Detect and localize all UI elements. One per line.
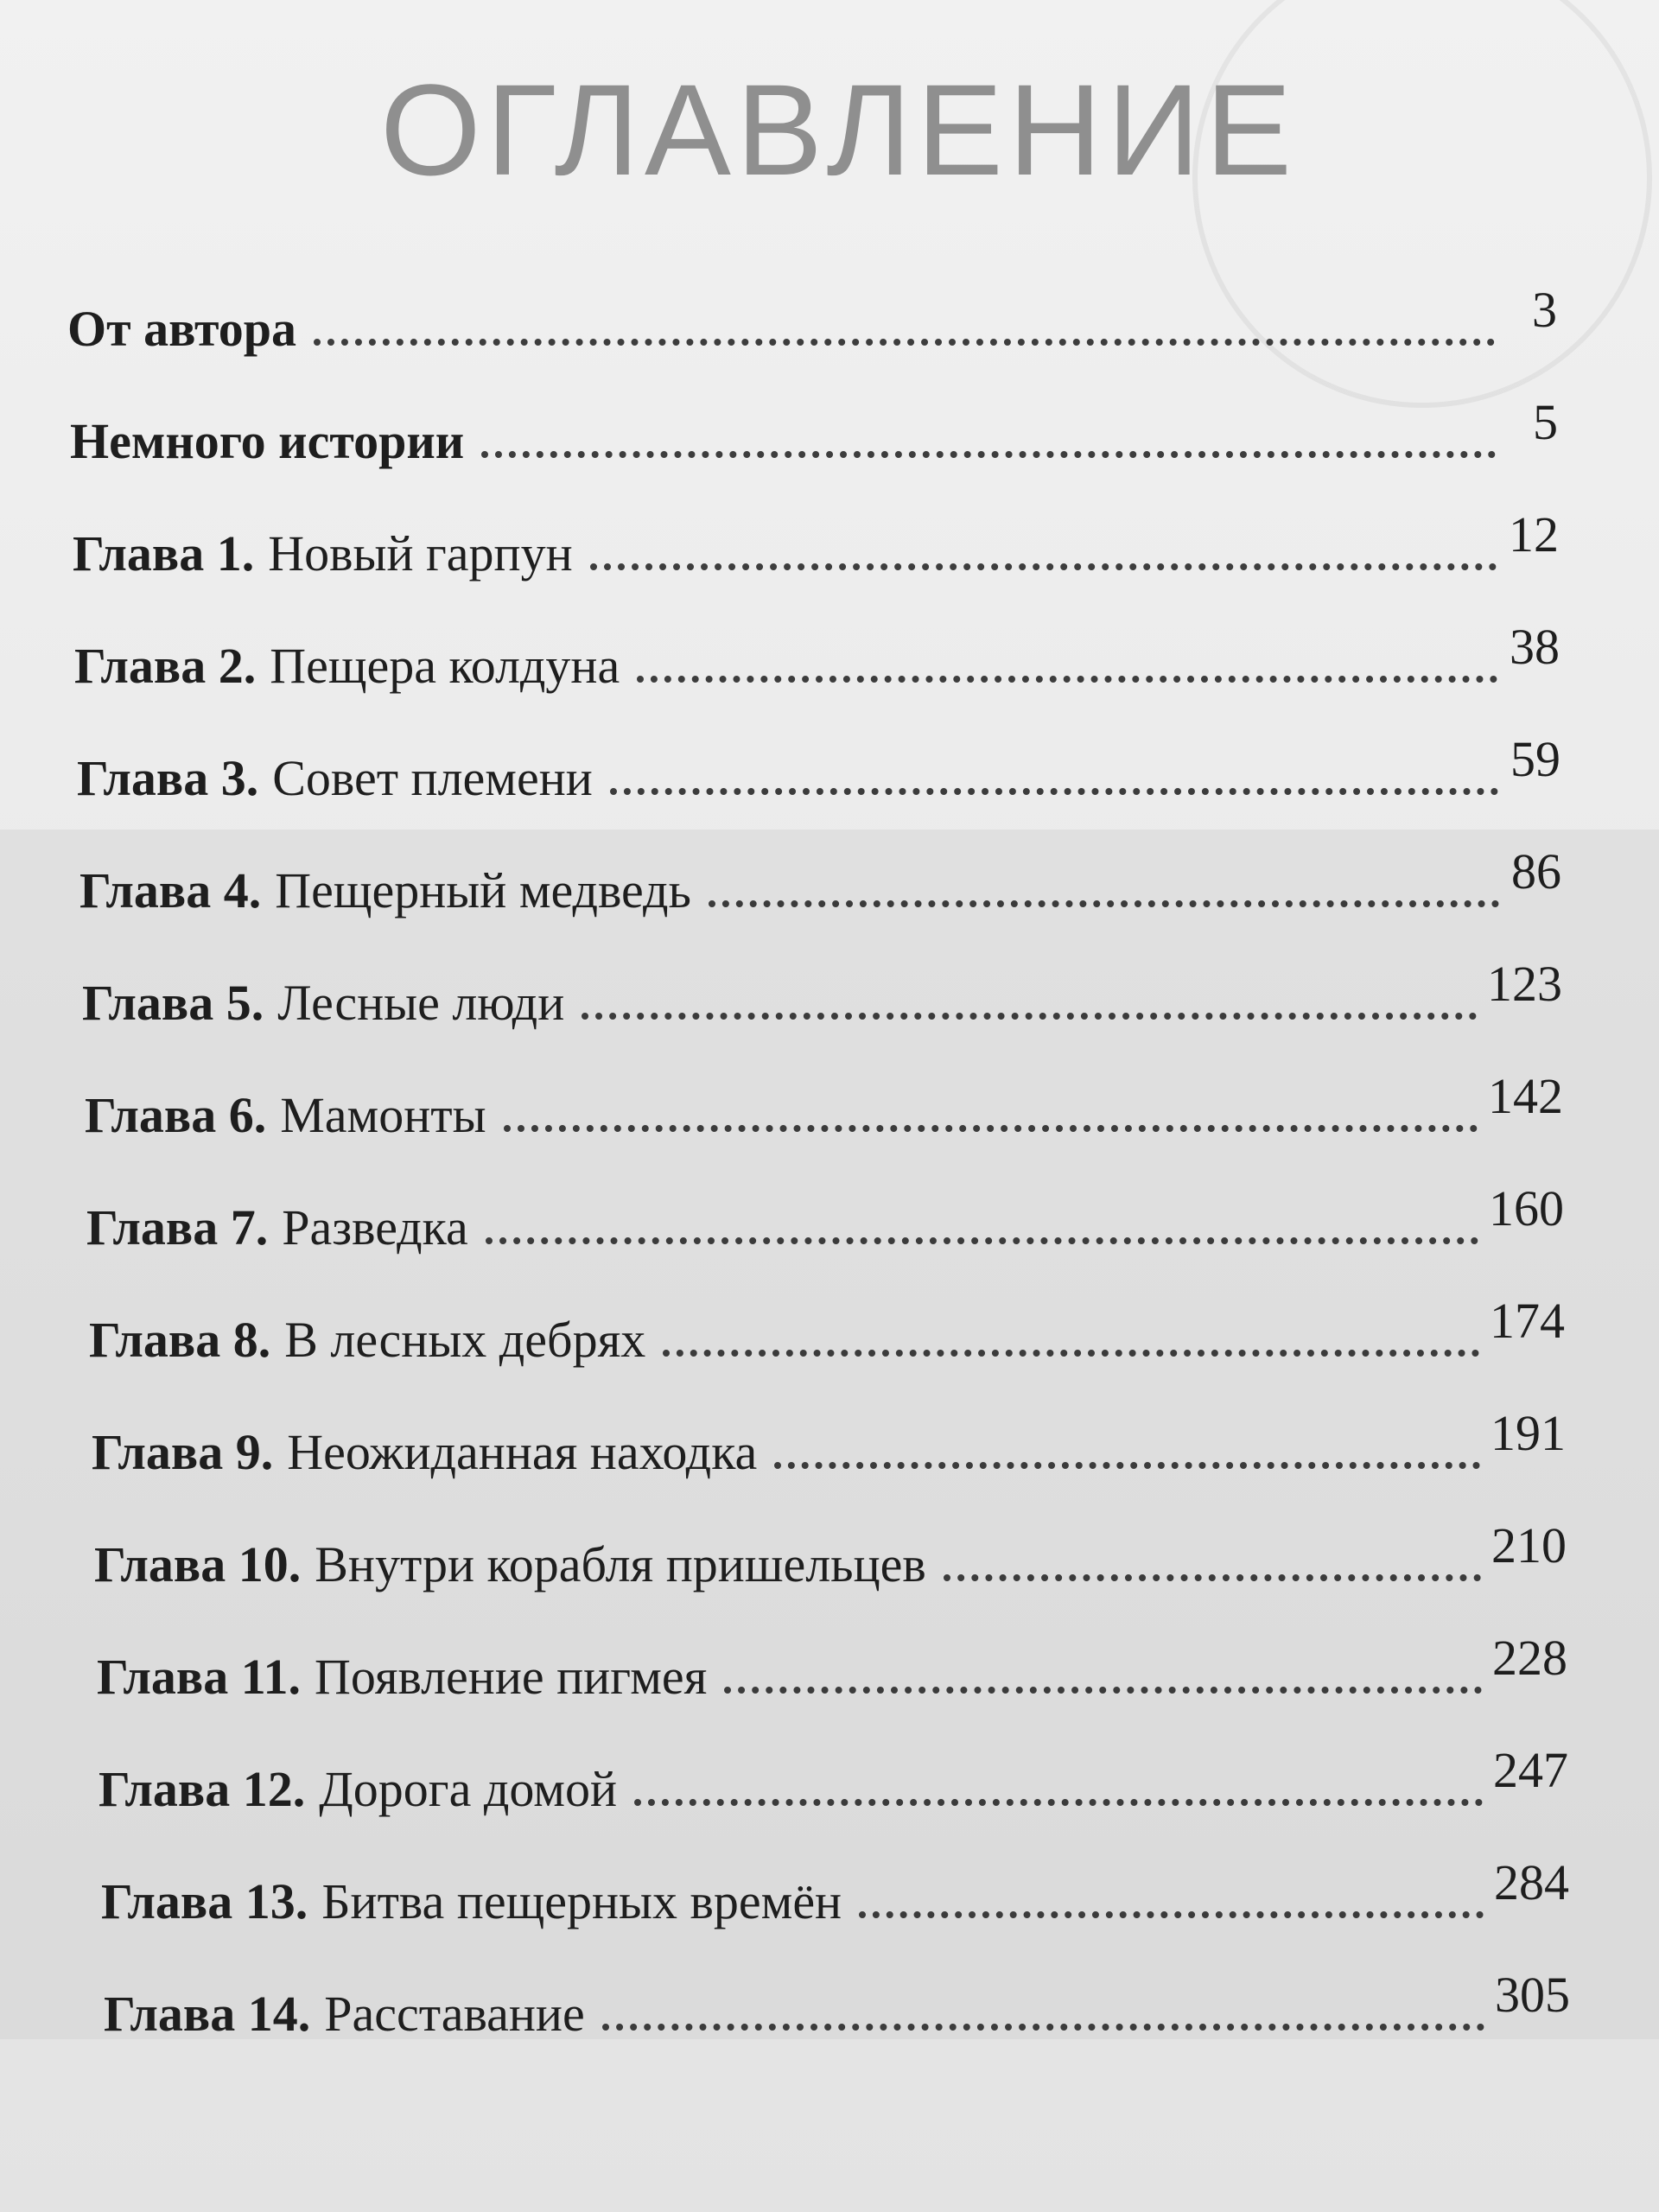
toc-entry-page-number: 191 [1491, 1405, 1566, 1461]
toc-entry [99, 1742, 1568, 1817]
toc-leader-dots [610, 788, 1498, 795]
toc-leader-dots [774, 1462, 1480, 1469]
toc-entry-page-number: 12 [1509, 506, 1559, 563]
toc-entry-label: Глава 8. [89, 1312, 271, 1368]
toc-entry-label: Глава 2. [74, 638, 257, 694]
toc-entry-title: Пещера колдуна [270, 638, 620, 694]
toc-leader-dots [486, 1237, 1478, 1244]
toc-entry-page-number: 5 [1533, 394, 1558, 450]
toc-entry-page-number: 305 [1495, 1967, 1570, 2023]
toc-entry-title: Совет племени [272, 750, 593, 806]
toc-entry-page-number: 142 [1488, 1068, 1563, 1124]
toc-entry-page-number: 123 [1487, 956, 1562, 1012]
toc-entry [73, 506, 1559, 582]
toc-entry [67, 282, 1557, 357]
toc-entry [70, 394, 1558, 469]
toc-entry-page-number: 38 [1510, 619, 1560, 675]
toc-entry-label: Глава 3. [77, 750, 259, 806]
toc-entry [104, 1967, 1570, 2042]
page-title: ОГЛАВЛЕНИЕ [380, 57, 1298, 202]
toc-entry-title: Появление пигмея [315, 1649, 708, 1705]
toc-entry [77, 731, 1560, 806]
toc-entry-label: Глава 14. [104, 1986, 311, 2042]
toc-entry-title: Неожиданная находка [287, 1424, 758, 1480]
toc-entry [92, 1405, 1566, 1480]
toc-entry-title: Пещерный медведь [275, 862, 691, 918]
toc-entry-page-number: 3 [1532, 282, 1557, 338]
toc-entry [86, 1180, 1564, 1255]
toc-entry-label: Глава 5. [82, 975, 264, 1031]
toc-entry-page-number: 228 [1492, 1630, 1567, 1686]
toc-entry-label: Глава 10. [94, 1536, 302, 1592]
toc-entry-label: Глава 9. [92, 1424, 274, 1480]
toc-entry-label: Глава 12. [99, 1761, 306, 1817]
toc-leader-dots [481, 451, 1496, 458]
toc-entry-label: Глава 7. [86, 1199, 269, 1255]
toc-entry-title: Внутри корабля пришельцев [315, 1536, 926, 1592]
toc-leader-dots [590, 563, 1497, 570]
toc-entry [74, 619, 1560, 694]
toc-entry [97, 1630, 1567, 1705]
toc-entry-title: Расставание [324, 1986, 585, 2042]
toc-leader-dots [634, 1799, 1483, 1806]
toc-entry-title: Разведка [282, 1199, 468, 1255]
toc-leader-dots [582, 1013, 1477, 1020]
toc-entry-page-number: 160 [1489, 1180, 1564, 1236]
toc-entry-label: Глава 1. [73, 525, 255, 582]
toc-entry-page-number: 86 [1511, 843, 1561, 899]
toc-leader-dots [663, 1350, 1479, 1357]
toc-entry [82, 956, 1562, 1031]
toc-entry-page-number: 247 [1493, 1742, 1568, 1798]
toc-entry-title: Битва пещерных времён [321, 1873, 842, 1929]
toc-entry [85, 1068, 1563, 1143]
toc-leader-dots [859, 1911, 1484, 1918]
toc-entry-page-number: 59 [1510, 731, 1560, 787]
toc-entry-label: Немного истории [70, 413, 465, 469]
toc-entry-title: Дорога домой [319, 1761, 617, 1817]
toc-entry-page-number: 174 [1490, 1293, 1565, 1349]
toc-leader-dots [637, 676, 1497, 683]
toc-leader-dots [709, 900, 1499, 907]
toc-entry-label: От автора [67, 301, 296, 357]
toc-leader-dots [724, 1687, 1482, 1694]
toc-entry-label: Глава 11. [97, 1649, 302, 1705]
toc-entry-label: Глава 13. [101, 1873, 308, 1929]
toc-entry [79, 843, 1561, 918]
toc-entry-title: Мамонты [280, 1087, 486, 1143]
toc-entry-label: Глава 6. [85, 1087, 267, 1143]
toc-entry-title: Новый гарпун [268, 525, 573, 582]
toc-entry-title: Лесные люди [277, 975, 565, 1031]
toc-leader-dots [504, 1125, 1478, 1132]
toc-entry [89, 1293, 1565, 1368]
toc-entry [94, 1517, 1567, 1592]
toc-entry-label: Глава 4. [79, 862, 262, 918]
toc-entry [101, 1854, 1569, 1929]
toc-entry-page-number: 284 [1494, 1854, 1569, 1910]
toc-entry-page-number: 210 [1491, 1517, 1567, 1573]
toc-leader-dots [944, 1574, 1481, 1581]
toc-leader-dots [602, 2024, 1484, 2031]
toc-leader-dots [314, 339, 1495, 346]
toc-entry-title: В лесных дебрях [284, 1312, 646, 1368]
